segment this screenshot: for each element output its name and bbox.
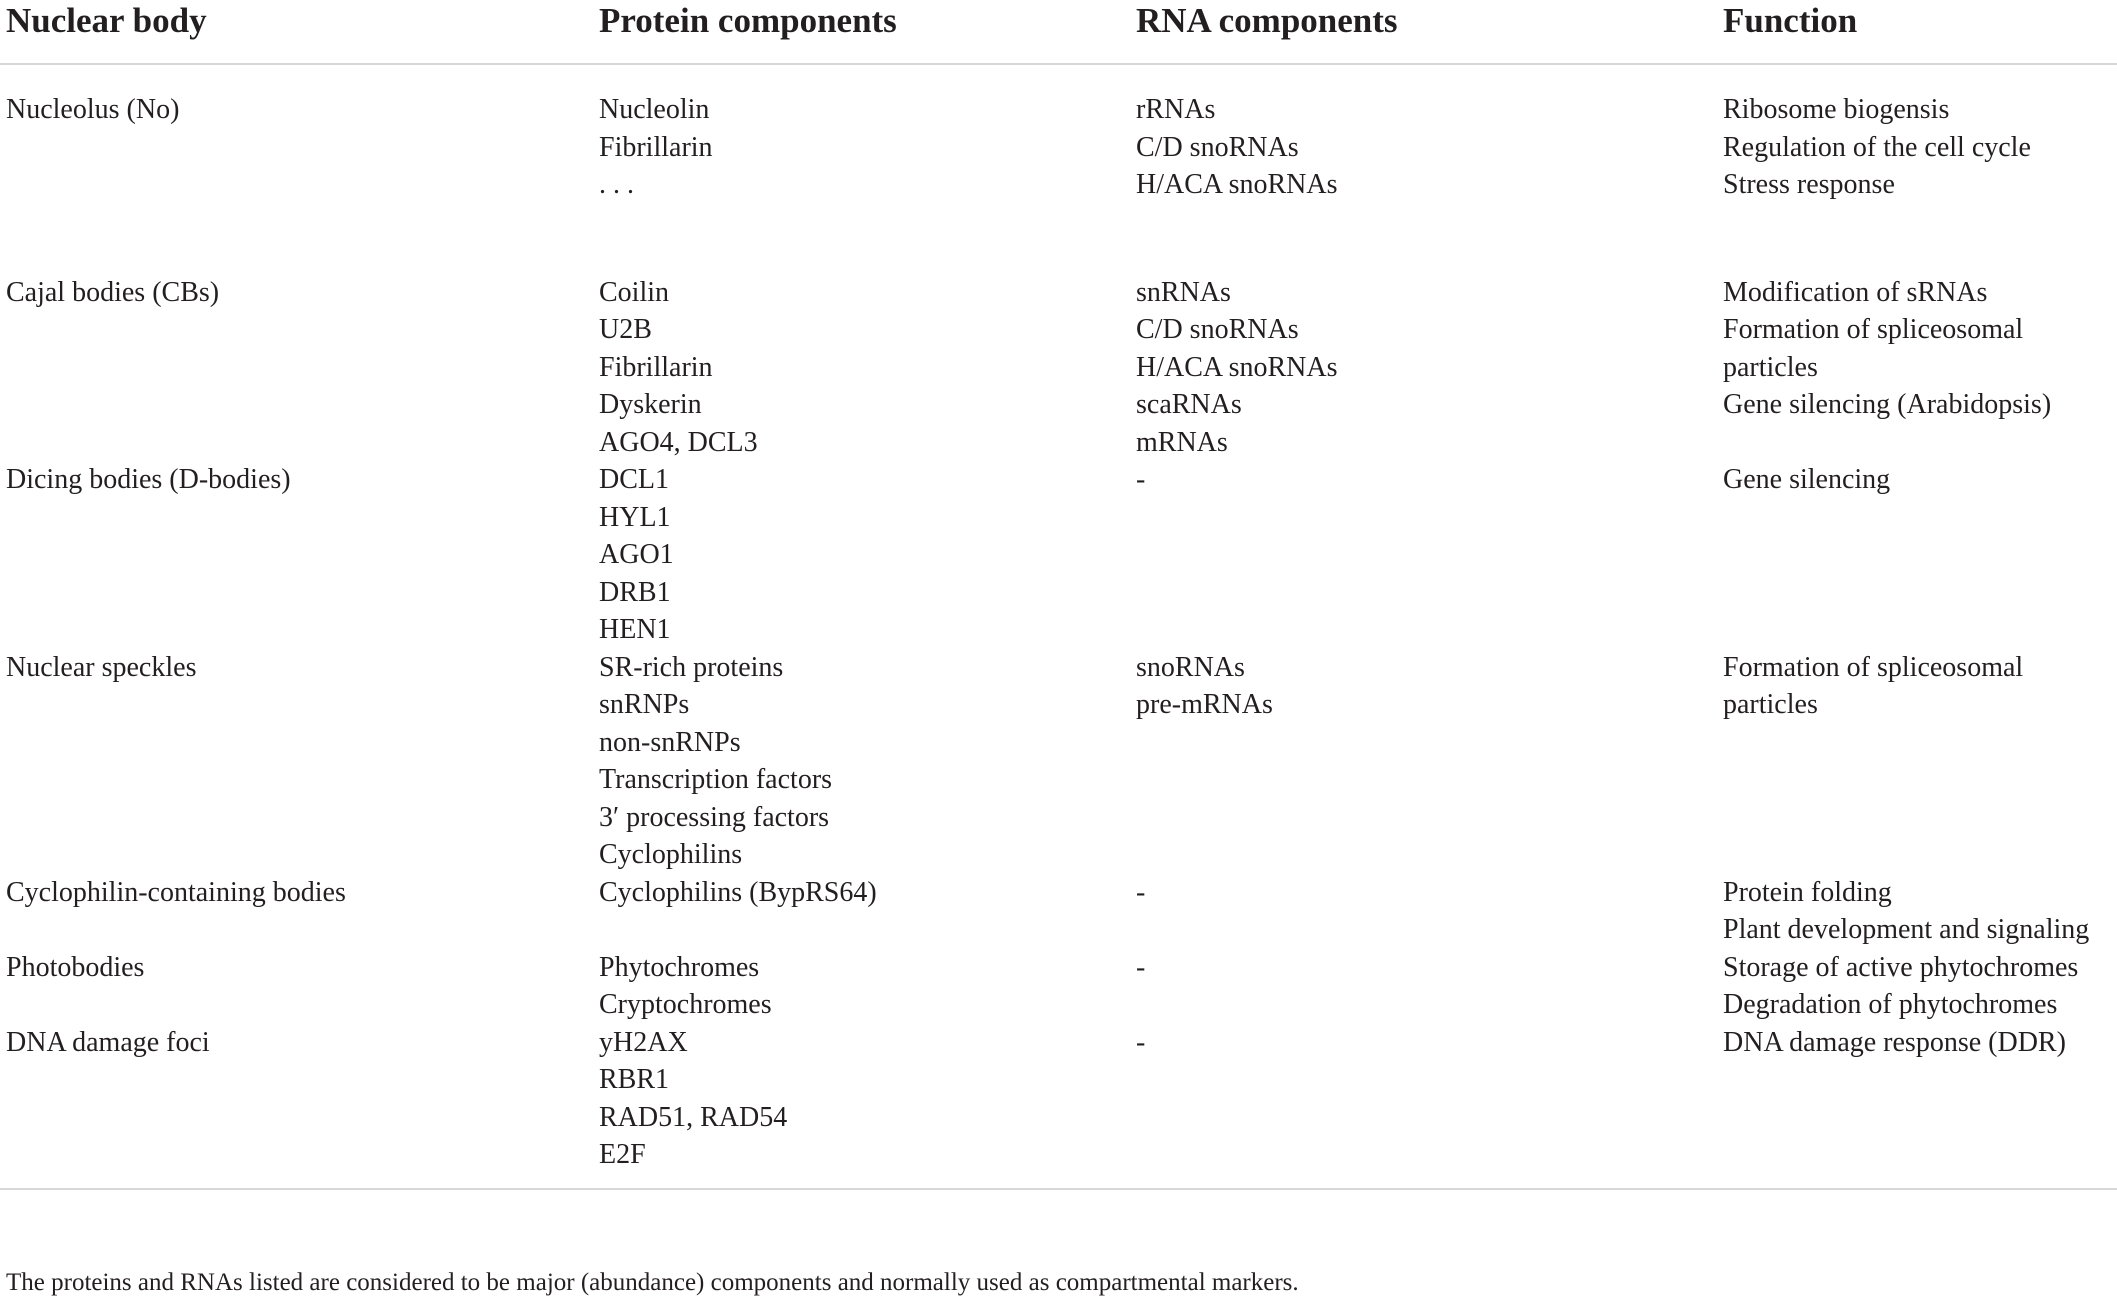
cell-rna-components-line: pre-mRNAs: [1136, 689, 1273, 720]
cell-rna-components: [1130, 1024, 1717, 1189]
cell-protein-components-line: E2F: [599, 1139, 646, 1170]
cell-rna-components: [1130, 949, 1717, 1024]
cell-protein-components-line: Dyskerin: [599, 389, 702, 420]
cell-function-line: Protein folding: [1723, 876, 1892, 908]
cell-function: [1717, 874, 2117, 949]
cell-rna-components-line: scaRNAs: [1136, 389, 1242, 420]
cell-function: [1717, 461, 2117, 649]
header-row: [0, 0, 2117, 64]
cell-protein-components-line: Fibrillarin: [599, 351, 713, 383]
cell-rna-components: [1130, 461, 1717, 649]
cell-nuclear-body: [0, 64, 593, 247]
cell-function: [1717, 247, 2117, 462]
cell-protein-components: [593, 874, 1130, 949]
table-row: [0, 64, 2117, 247]
cell-protein-components-line: Phytochromes: [599, 951, 760, 983]
cell-protein-components-line: snRNPs: [599, 689, 690, 720]
cell-nuclear-body-text: Dicing bodies (D-bodies): [6, 464, 291, 495]
cell-rna-components-line: -: [1136, 876, 1146, 908]
cell-protein-components-line: Coilin: [599, 276, 670, 308]
cell-protein-components-line: HEN1: [599, 614, 671, 645]
cell-nuclear-body: [0, 247, 593, 462]
cell-protein-components-line: AGO1: [599, 539, 674, 570]
header-nuclear-body: Nuclear body: [0, 0, 593, 64]
cell-function-line: Formation of spliceosomal: [1723, 314, 2024, 345]
cell-nuclear-body-text: Cyclophilin-containing bodies: [6, 876, 346, 908]
cell-protein-components-line: Cyclophilins (BypRS64): [599, 876, 877, 908]
cell-protein-components-line: Fibrillarin: [599, 131, 713, 163]
cell-protein-components-line: RBR1: [599, 1064, 670, 1095]
cell-nuclear-body-text: Nuclear speckles: [6, 651, 197, 683]
cell-rna-components: [1130, 247, 1717, 462]
table-row: [0, 461, 2117, 649]
cell-protein-components-line: DCL1: [599, 464, 669, 495]
cell-rna-components: [1130, 649, 1717, 874]
cell-nuclear-body-text: Cajal bodies (CBs): [6, 276, 220, 308]
cell-protein-components: [593, 1024, 1130, 1189]
cell-function-line: particles: [1723, 351, 1818, 383]
cell-protein-components: [593, 949, 1130, 1024]
cell-function-line: Storage of active phytochromes: [1723, 951, 2079, 983]
table-row: [0, 649, 2117, 874]
cell-protein-components-line: HYL1: [599, 501, 671, 533]
cell-function: [1717, 1024, 2117, 1189]
header-rna-components: RNA components: [1130, 0, 1717, 64]
table-row: [0, 874, 2117, 949]
cell-function: [1717, 649, 2117, 874]
cell-rna-components: [1130, 64, 1717, 247]
cell-protein-components-line: AGO4, DCL3: [599, 426, 758, 458]
cell-rna-components-line: H/ACA snoRNAs: [1136, 169, 1338, 200]
cell-protein-components-line: DRB1: [599, 576, 671, 608]
cell-protein-components-line: yH2AX: [599, 1026, 688, 1058]
cell-nuclear-body-text: DNA damage foci: [6, 1026, 210, 1058]
cell-function-line: Gene silencing: [1723, 464, 1891, 495]
cell-nuclear-body: [0, 649, 593, 874]
cell-protein-components-line: U2B: [599, 314, 652, 345]
cell-rna-components-line: -: [1136, 951, 1146, 983]
cell-nuclear-body: [0, 1024, 593, 1189]
cell-function: [1717, 64, 2117, 247]
cell-nuclear-body-text: Photobodies: [6, 951, 145, 983]
cell-rna-components-line: H/ACA snoRNAs: [1136, 351, 1338, 383]
cell-function-line: particles: [1723, 689, 1818, 720]
cell-protein-components-line: Nucleolin: [599, 94, 710, 125]
cell-rna-components-line: -: [1136, 464, 1146, 495]
table-body: [0, 64, 2117, 1189]
table-row: [0, 247, 2117, 462]
cell-protein-components: [593, 649, 1130, 874]
cell-protein-components-line: . . .: [599, 169, 634, 200]
cell-protein-components: [593, 461, 1130, 649]
cell-function-line: Formation of spliceosomal: [1723, 651, 2024, 683]
cell-nuclear-body: [0, 461, 593, 649]
table-header: [0, 0, 2117, 64]
cell-function-line: Regulation of the cell cycle: [1723, 131, 2031, 163]
cell-rna-components: [1130, 874, 1717, 949]
cell-function: [1717, 949, 2117, 1024]
table-row: [0, 1024, 2117, 1189]
cell-rna-components-line: snRNAs: [1136, 276, 1231, 308]
cell-function-line: Gene silencing (Arabidopsis): [1723, 389, 2052, 420]
cell-rna-components-line: snoRNAs: [1136, 651, 1245, 683]
cell-rna-components-line: C/D snoRNAs: [1136, 314, 1299, 345]
header-function: Function: [1717, 0, 2117, 64]
cell-function-line: Ribosome biogensis: [1723, 94, 1950, 125]
cell-nuclear-body-text: Nucleolus (No): [6, 94, 180, 125]
cell-function-line: Stress response: [1723, 169, 1895, 200]
cell-protein-components-line: SR-rich proteins: [599, 651, 784, 683]
table-footnote: The proteins and RNAs listed are considered to be major (abundance) components and normally used as compartmental markers.: [6, 1269, 1299, 1296]
cell-function-line: Plant development and signaling: [1723, 914, 2090, 945]
cell-protein-components-line: 3′ processing factors: [599, 801, 830, 833]
cell-rna-components-line: rRNAs: [1136, 94, 1216, 125]
cell-protein-components: [593, 64, 1130, 247]
cell-function-line: DNA damage response (DDR): [1723, 1026, 2066, 1058]
cell-nuclear-body: [0, 874, 593, 949]
header-protein-components: Protein components: [593, 0, 1130, 64]
cell-protein-components-line: non-snRNPs: [599, 726, 741, 758]
table-row: [0, 949, 2117, 1024]
cell-rna-components-line: C/D snoRNAs: [1136, 131, 1299, 163]
cell-function-line: Modification of sRNAs: [1723, 276, 1988, 308]
cell-protein-components-line: Cryptochromes: [599, 989, 772, 1020]
cell-nuclear-body: [0, 949, 593, 1024]
cell-protein-components-line: Cyclophilins: [599, 839, 743, 870]
cell-function-line: Degradation of phytochromes: [1723, 989, 2058, 1020]
cell-protein-components-line: Transcription factors: [599, 764, 833, 795]
cell-protein-components: [593, 247, 1130, 462]
cell-rna-components-line: -: [1136, 1026, 1146, 1058]
cell-protein-components-line: RAD51, RAD54: [599, 1101, 788, 1133]
cell-rna-components-line: mRNAs: [1136, 426, 1228, 458]
